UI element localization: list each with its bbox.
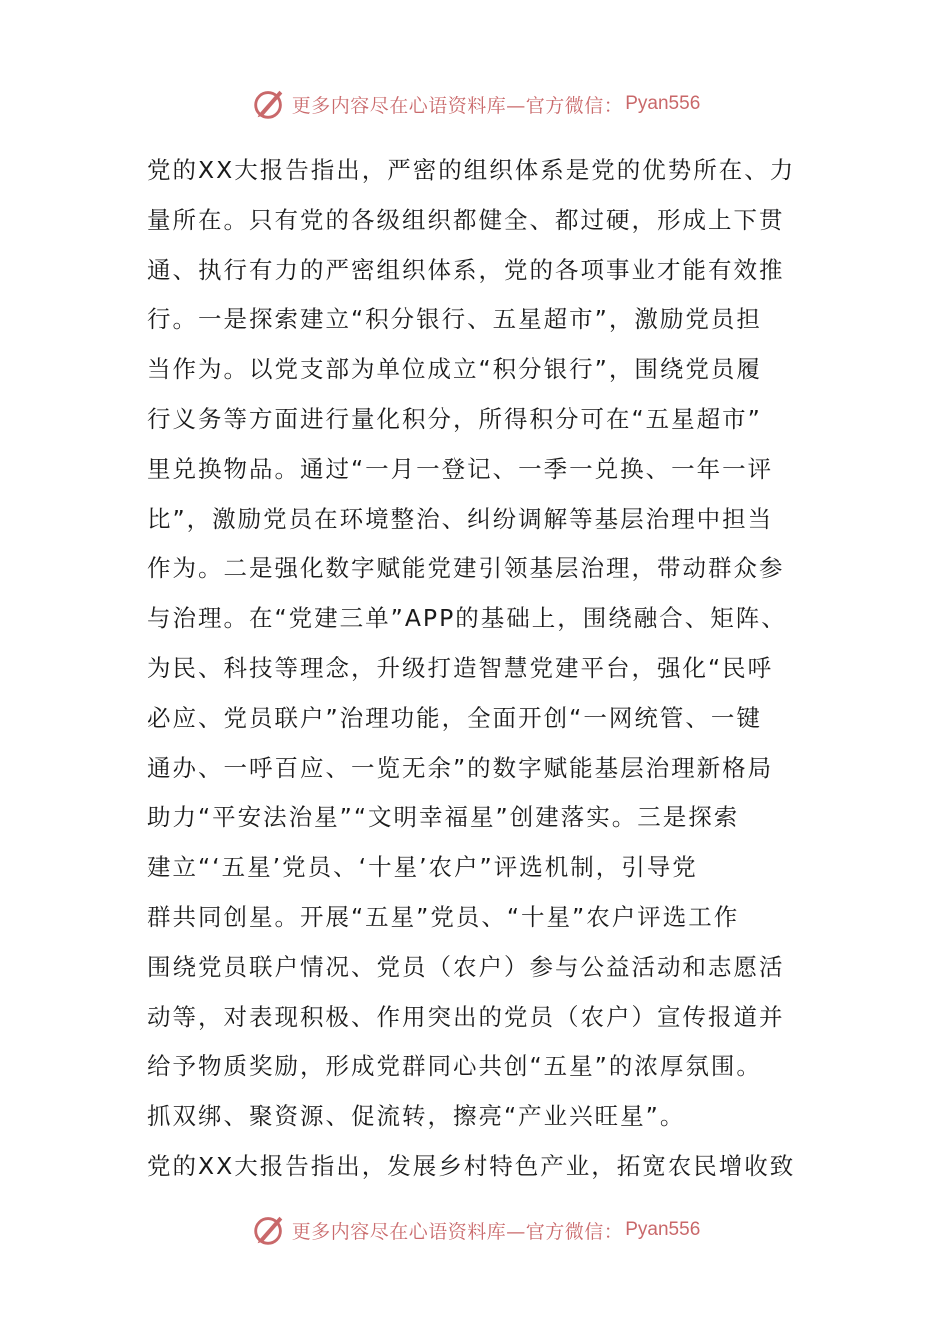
watermark-wechat-id: Pyan556 bbox=[625, 1219, 701, 1240]
text-line: 比”，激励党员在环境整治、纠纷调解等基层治理中担当 bbox=[147, 504, 774, 533]
text-line: 作为。二是强化数字赋能党建引领基层治理，带动群众参 bbox=[147, 554, 785, 583]
document-body bbox=[147, 146, 807, 1192]
watermark-text: 更多内容尽在心语资料库—官方微信： bbox=[291, 1220, 624, 1243]
watermark-wechat-id: Pyan556 bbox=[625, 93, 701, 114]
text-line: 行义务等方面进行量化积分，所得积分可在“五星超市” bbox=[147, 404, 762, 433]
text-line: 助力“平安法治星”“文明幸福星”创建落实。三是探索 bbox=[147, 803, 740, 832]
text-line: 党的XX大报告指出，严密的组织体系是党的优势所在、力 bbox=[147, 156, 796, 184]
pen-logo-icon bbox=[250, 1211, 288, 1249]
text-line: 群共同创星。开展“五星”党员、“十星”农户评选工作 bbox=[147, 902, 740, 931]
text-line: 建立“‘五星’党员、‘十星’农户”评选机制，引导党 bbox=[147, 853, 698, 882]
text-line: 量所在。只有党的各级组织都健全、都过硬，形成上下贯 bbox=[147, 205, 785, 234]
section-heading: 抓双绑、聚资源、促流转，擦亮“产业兴旺星”。 bbox=[147, 1102, 686, 1131]
text-line: 必应、党员联户”治理功能，全面开创“一网统管、一键 bbox=[147, 703, 762, 732]
text-line: 围绕党员联户情况、党员（农户）参与公益活动和志愿活 bbox=[147, 952, 785, 981]
text-line: 通、执行有力的严密组织体系，党的各项事业才能有效推 bbox=[147, 255, 785, 284]
watermark-text: 更多内容尽在心语资料库—官方微信： bbox=[291, 94, 624, 117]
text-line: 党的XX大报告指出，发展乡村特色产业，拓宽农民增收致 bbox=[147, 1151, 796, 1180]
text-line: 与治理。在“党建三单”APP的基础上，围绕融合、矩阵、 bbox=[147, 604, 787, 633]
pen-logo-icon bbox=[250, 85, 288, 123]
text-line: 里兑换物品。通过“一月一登记、一季一兑换、一年一评 bbox=[147, 454, 774, 483]
watermark-footer bbox=[0, 1210, 950, 1250]
text-line: 行。一是探索建立“积分银行、五星超市”，激励党员担 bbox=[147, 305, 762, 334]
watermark-header bbox=[0, 84, 950, 124]
text-line: 动等，对表现积极、作用突出的党员（农户）宣传报道并 bbox=[147, 1002, 785, 1031]
text-line: 通办、一呼百应、一览无余”的数字赋能基层治理新格局 bbox=[147, 753, 774, 782]
text-line: 为民、科技等理念，升级打造智慧党建平台，强化“民呼 bbox=[147, 653, 774, 682]
text-line: 当作为。以党支部为单位成立“积分银行”，围绕党员履 bbox=[147, 355, 762, 384]
text-line: 给予物质奖励，形成党群同心共创“五星”的浓厚氛围。 bbox=[147, 1052, 762, 1081]
